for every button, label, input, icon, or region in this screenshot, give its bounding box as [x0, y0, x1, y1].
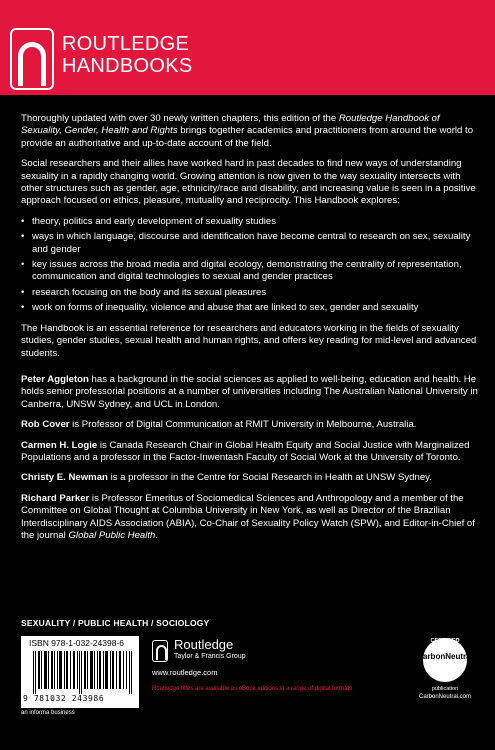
- publisher-group: Taylor & Francis Group: [174, 653, 246, 660]
- editor-bio: [21, 472, 479, 484]
- series-header-band: [0, 0, 495, 95]
- series-title-line2: HANDBOOKS: [62, 55, 193, 77]
- routledge-r-icon: [18, 42, 46, 86]
- intro-paragraph-1: [21, 113, 479, 150]
- subject-categories: SEXUALITY / PUBLIC HEALTH / SOCIOLOGY: [21, 618, 210, 628]
- topics-list: [21, 216, 479, 315]
- editor-bio: [21, 419, 479, 431]
- editor-name: Carmen H. Logie: [21, 439, 98, 451]
- publisher-name: Routledge: [174, 637, 234, 652]
- carbon-neutral-badge: [405, 636, 485, 704]
- list-item: • work on forms of inequality, violence and abuse that are linked to sex, gender and sexuality: [21, 302, 479, 314]
- editor-bio-text: is Professor of Digital Communication at RMIT University in Melbourne, Australia.: [69, 419, 417, 431]
- editor-bio-text: is Professor Emeritus of Sociomedical Sciences and Anthropology and a member of the Committee on Global Thought at Columbia University in New York, as well as Director of the Brazilian Interdisciplinary AIDS Association (ABIA), Co-Chair of Sexuality Policy Watch (SPW), and Editor-in-Chief of the journal: [21, 492, 475, 541]
- list-item: • theory, politics and early development of sexuality studies: [21, 216, 479, 228]
- list-item: • key issues across the broad media and digital ecology, demonstrating the centrality of representation, communication and digital technologies to sexual and gender practices: [21, 259, 479, 284]
- list-item: • ways in which language, discourse and identification have become central to research on sex, sexuality and gender: [21, 231, 479, 256]
- editor-name: Peter Aggleton: [21, 373, 89, 385]
- editor-bio-text-end: .: [155, 529, 159, 541]
- ebook-note: Routledge titles are available as eBook editions in a range of digital formats: [152, 686, 353, 692]
- editor-bio: [21, 374, 479, 411]
- editor-name: Richard Parker: [21, 492, 90, 504]
- series-title-line1: ROUTLEDGE: [62, 33, 190, 55]
- routledge-logo: [10, 28, 54, 90]
- editor-bio-text: is Canada Research Chair in Global Health Equity and Social Justice with Marginalized Populations and a professor in the Factor-Inwentash Faculty of Social Work at the University of Toronto.: [21, 439, 470, 463]
- isbn-number: ISBN 978-1-032-24398-6: [29, 638, 124, 648]
- back-cover-text: [21, 113, 479, 550]
- carbon-publication-label: publication: [431, 686, 459, 692]
- isbn-barcode: [21, 636, 139, 708]
- barcode-digits: 9 781032 243986: [23, 694, 105, 703]
- editor-bio-text: is a professor in the Centre for Social Research in Health at UNSW Sydney.: [107, 472, 432, 484]
- closing-paragraph: The Handbook is an essential reference for researchers and educators working in the fields of sexuality studies, gender studies, sexual health and human rights, and offers key reading for mid-level and advanced students.: [21, 322, 477, 359]
- carbon-neutral-name: CarbonNeutral: [417, 652, 473, 661]
- informa-imprint: an informa business: [21, 710, 75, 716]
- barcode-graphic: [33, 651, 133, 694]
- intro-p1-text: Thoroughly updated with over 30 newly written chapters, this edition of the: [21, 113, 339, 124]
- carbon-certified-label: CERTIFIED: [430, 638, 460, 644]
- list-item: • research focusing on the body and its sexual pleasures: [21, 287, 479, 299]
- series-title: [62, 33, 193, 77]
- publisher-url[interactable]: www.routledge.com: [152, 668, 218, 677]
- book-title-italic: Routledge Handbook of Sexuality, Gender, Health and Rights: [21, 113, 440, 137]
- editor-name: Christy E. Newman: [21, 472, 108, 484]
- routledge-small-logo-icon: [152, 640, 168, 662]
- editor-bio-text: has a background in the social sciences as applied to well-being, education and health. He holds senior professorial positions at a number of universities including The Australian National University in Canberra, UNSW Sydney, and UCL in London.: [21, 373, 478, 410]
- journal-title-italic: Global Public Health: [68, 529, 156, 541]
- editor-bio: [21, 493, 479, 543]
- intro-p1-text-end: brings together academics and practitioners from around the world to provide an authoritative and up-to-date account of the field.: [21, 125, 474, 149]
- intro-paragraph-2: Social researchers and their allies have worked hard in past decades to find new ways of understanding sexuality in a rapidly changing world. Growing attention is now given to the way sexuality intersects with other structures such as gender, age, ethnicity/race and disability, and increasing value is seen in a positive approach focused on ethics, pleasure, mutuality and reciprocity. This Handbook explores:: [21, 158, 476, 207]
- editor-name: Rob Cover: [21, 419, 70, 431]
- carbon-neutral-url: CarbonNeutral.com: [418, 694, 472, 700]
- editor-bio: [21, 440, 479, 465]
